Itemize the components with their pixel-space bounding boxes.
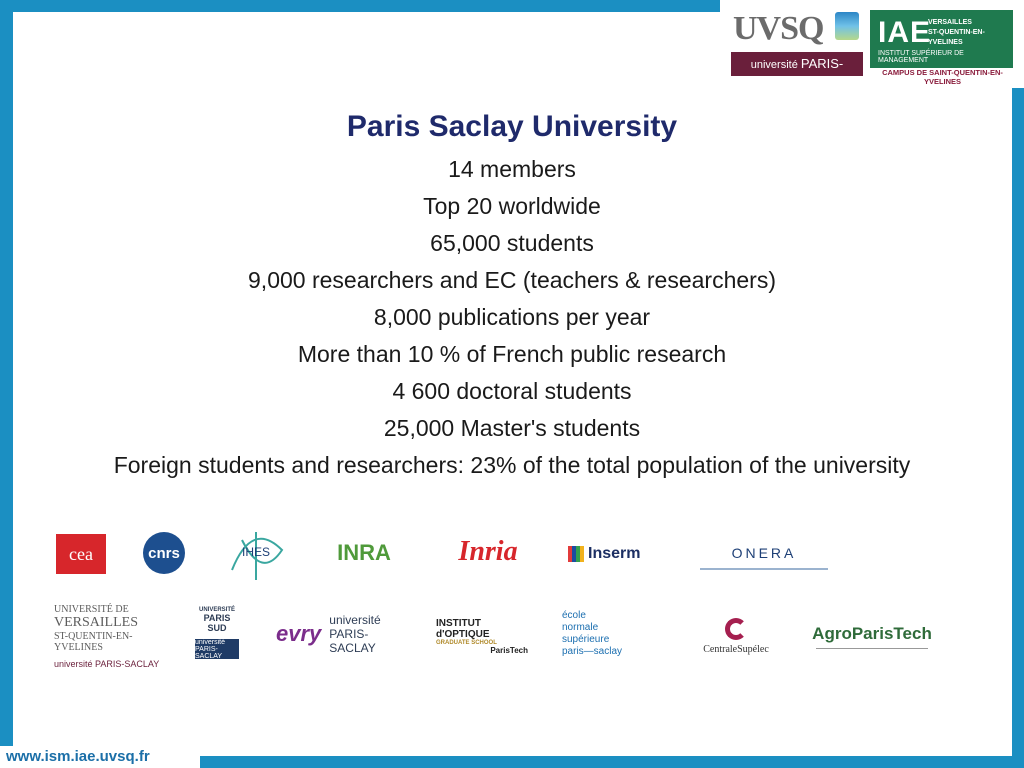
paris-sud-line: PARIS	[203, 613, 231, 623]
paris-saclay-small-text: université	[750, 59, 798, 71]
iae-logo	[870, 10, 1013, 68]
paris-saclay-big-text: PARIS-SACLAY	[771, 56, 844, 96]
fact-item: 9,000 researchers and EC (teachers & researchers)	[248, 267, 776, 293]
uvsq-logo	[731, 6, 863, 96]
onera-logo: ONERA	[700, 538, 828, 570]
fact-item: 65,000 students	[430, 230, 594, 256]
iae-logo-mark: IAE	[878, 16, 932, 49]
frame-top-bar	[0, 0, 720, 12]
fact-item: 4 600 doctoral students	[392, 378, 632, 404]
facts-list	[0, 154, 1024, 487]
uvsq-logo-text: UVSQ	[733, 10, 824, 47]
ihes-logo	[222, 520, 290, 584]
paris-saclay-logo	[731, 52, 863, 96]
ens-line: supérieure	[562, 634, 610, 645]
uvsq-partner-saclay: université PARIS-SACLAY	[54, 658, 160, 669]
fact-item: 8,000 publications per year	[373, 304, 651, 330]
footer-website-link[interactable]: www.ism.iae.uvsq.fr	[0, 746, 200, 768]
ens-line: école	[562, 610, 586, 621]
centralesupelec-logo	[690, 612, 782, 660]
inserm-dots-icon	[568, 546, 584, 562]
evry-logo	[276, 610, 400, 658]
iae-line-1: VERSAILLES	[928, 19, 972, 26]
inserm-logo	[568, 534, 678, 574]
uvsq-partner-line: UNIVERSITÉ DE	[54, 603, 129, 615]
optique-line: INSTITUT	[436, 617, 481, 629]
uvsq-partner-line: VERSAILLES	[54, 614, 138, 630]
fact-item: More than 10 % of French public research	[297, 341, 727, 367]
paris-sud-line: UNIVERSITÉ	[198, 607, 235, 613]
fact-item: Foreign students and researchers: 23% of the total population of the university	[113, 452, 911, 478]
uvsq-wave-icon	[835, 12, 859, 40]
centrale-text: CentraleSupélec	[703, 643, 769, 655]
uvsq-partner-logo	[54, 603, 162, 669]
fact-item: 14 members	[448, 156, 576, 182]
ens-line: normale	[562, 622, 599, 633]
agroparistech-logo: AgroParisTech	[816, 620, 928, 649]
optique-line: d'OPTIQUE	[436, 628, 490, 640]
institut-optique-logo	[436, 612, 528, 660]
ihes-logo-text: IHES	[241, 545, 270, 559]
campus-label: CAMPUS DE SAINT-QUENTIN-EN-YVELINES	[882, 68, 1003, 86]
cnrs-logo: cnrs	[143, 532, 185, 574]
inria-logo: Inria	[458, 536, 518, 567]
inra-logo: INRA	[337, 540, 391, 565]
evry-mark: evry	[276, 621, 322, 646]
page-title: Paris Saclay University	[346, 110, 678, 143]
fact-item: 25,000 Master's students	[383, 415, 641, 441]
inserm-logo-text: Inserm	[588, 545, 641, 562]
uvsq-partner-line: ST-QUENTIN-EN-YVELINES	[54, 630, 133, 653]
paris-sud-line: SUD	[207, 623, 227, 633]
evry-label: université PARIS-SACLAY	[329, 613, 381, 655]
optique-line: ParisTech	[490, 645, 528, 655]
centrale-symbol-icon	[725, 618, 747, 640]
optique-line: GRADUATE SCHOOL	[436, 639, 497, 646]
cea-logo: cea	[56, 534, 106, 574]
ens-paris-saclay-logo	[562, 610, 658, 658]
paris-sud-saclay-box: université PARIS-SACLAY	[195, 639, 239, 659]
iae-line-2: ST-QUENTIN-EN-YVELINES	[928, 29, 985, 46]
fact-item: Top 20 worldwide	[423, 193, 601, 219]
paris-sud-logo	[194, 602, 240, 664]
ens-line: paris—saclay	[562, 646, 623, 657]
iae-logo-lines	[928, 18, 1012, 48]
iae-subtitle: INSTITUT SUPÉRIEUR DE MANAGEMENT	[878, 50, 964, 64]
frame-bottom-bar	[190, 756, 1024, 768]
